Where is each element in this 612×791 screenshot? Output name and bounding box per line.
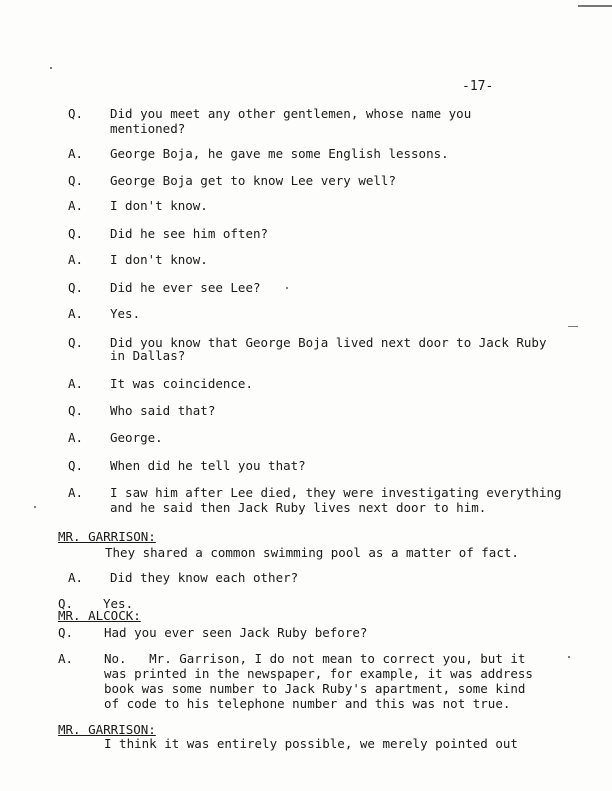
a-text: I saw him after Lee died, they were investigating everything <box>110 485 562 500</box>
a-label: A. <box>68 146 84 161</box>
q-text: in Dallas? <box>110 348 186 363</box>
speaker-heading: MR. GARRISON: <box>58 529 156 544</box>
page-number: -17- <box>462 79 494 94</box>
speaker-text: I think it was entirely possible, we merely pointed out <box>104 736 518 751</box>
q-label: Q. <box>58 625 74 640</box>
q-label: Q. <box>68 106 84 121</box>
a-label: A. <box>58 651 74 666</box>
a-label: A. <box>68 430 84 445</box>
a-text: Did they know each other? <box>110 570 299 585</box>
q-text: Did you meet any other gentlemen, whose name you <box>110 106 472 121</box>
q-text: Yes. <box>103 596 134 611</box>
q-text: Had you ever seen Jack Ruby before? <box>104 625 368 640</box>
q-text: mentioned? <box>110 121 186 136</box>
a-label: A. <box>68 198 84 213</box>
q-text: Did you know that George Boja lived next door to Jack Ruby <box>110 335 547 350</box>
a-label: A. <box>68 570 84 585</box>
a-label: A. <box>68 306 84 321</box>
a-label: A. <box>68 485 84 500</box>
scan-edge-mark <box>578 5 612 7</box>
q-text: Did he ever see Lee? <box>110 280 261 295</box>
a-label: A. <box>68 252 84 267</box>
speaker-heading: MR. ALCOCK: <box>58 608 141 623</box>
a-text: I don't know. <box>110 198 208 213</box>
q-text: When did he tell you that? <box>110 458 306 473</box>
q-label: Q. <box>68 403 84 418</box>
a-label: A. <box>68 376 84 391</box>
q-label: Q. <box>68 173 84 188</box>
q-label: Q. <box>68 226 84 241</box>
q-label: Q. <box>58 596 74 611</box>
a-text: and he said then Jack Ruby lives next door to him. <box>110 500 487 515</box>
a-text: I don't know. <box>110 252 208 267</box>
a-text: George. <box>110 430 163 445</box>
scan-speck <box>286 287 288 289</box>
scan-edge-mark <box>568 326 578 327</box>
q-label: Q. <box>68 280 84 295</box>
a-text: of code to his telephone number and this was not true. <box>104 696 511 711</box>
q-text: George Boja get to know Lee very well? <box>110 173 396 188</box>
a-text: No. Mr. Garrison, I do not mean to correct you, but it <box>104 651 526 666</box>
a-text: book was some number to Jack Ruby's apartment, some kind <box>104 681 526 696</box>
a-text: Yes. <box>110 306 141 321</box>
scan-speck <box>34 506 36 508</box>
q-label: Q. <box>68 458 84 473</box>
scan-speck <box>568 656 570 658</box>
a-text: was printed in the newspaper, for example, it was address <box>104 666 533 681</box>
q-text: Who said that? <box>110 403 216 418</box>
speaker-heading: MR. GARRISON: <box>58 722 156 737</box>
scan-speck <box>50 67 52 69</box>
speaker-text: They shared a common swimming pool as a matter of fact. <box>105 545 519 560</box>
q-text: Did he see him often? <box>110 226 269 241</box>
a-text: It was coincidence. <box>110 376 253 391</box>
q-label: Q. <box>68 335 84 350</box>
a-text: George Boja, he gave me some English lessons. <box>110 146 449 161</box>
